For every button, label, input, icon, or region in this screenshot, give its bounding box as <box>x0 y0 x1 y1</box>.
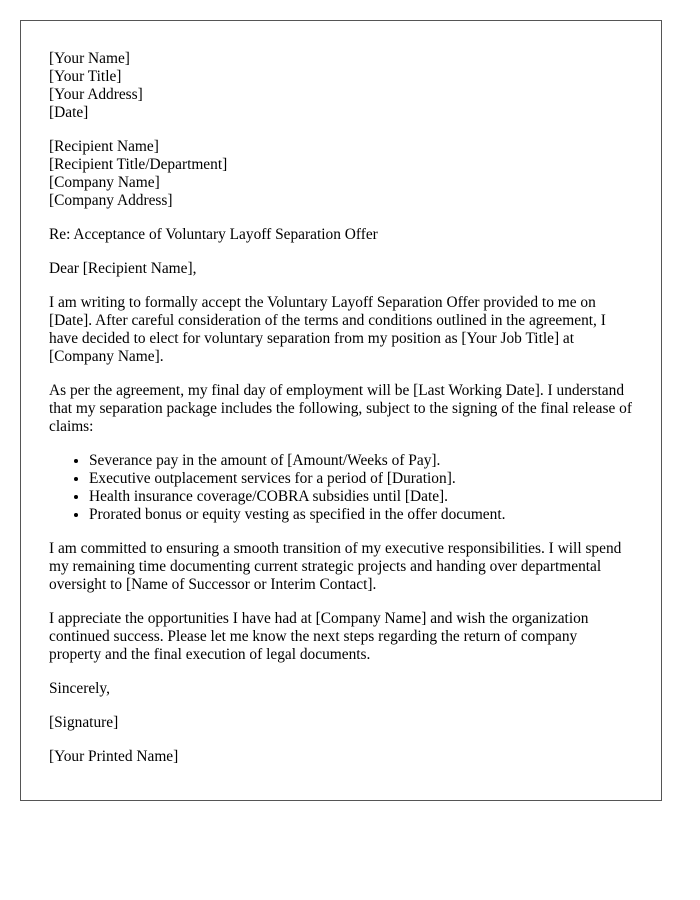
sender-title: [Your Title] <box>49 68 122 85</box>
letter-date: [Date] <box>49 104 89 121</box>
printed-name: [Your Printed Name] <box>49 748 179 765</box>
closing: Sincerely, <box>49 680 110 697</box>
letter-page <box>20 20 662 801</box>
subject-line: Re: Acceptance of Voluntary Layoff Separation Offer <box>49 226 378 243</box>
package-list <box>49 452 633 524</box>
recipient-block <box>49 138 633 210</box>
list-item: • Health insurance coverage/COBRA subsidies until [Date]. <box>89 488 633 506</box>
paragraph-acceptance: I am writing to formally accept the Voluntary Layoff Separation Offer provided to me on [Date]. After careful consideration of the terms and conditions outlined in the agreement, I have decided to elect for voluntary separation from my position as [Your Job Title] at [Company Name]. <box>49 294 606 365</box>
sender-address: [Your Address] <box>49 86 143 103</box>
sender-name: [Your Name] <box>49 50 130 67</box>
list-item: • Executive outplacement services for a period of [Duration]. <box>89 470 633 488</box>
paragraph-appreciation: I appreciate the opportunities I have had at [Company Name] and wish the organization continued success. Please let me know the next steps regarding the return of company property and the final execution of legal documents. <box>49 610 589 663</box>
signature: [Signature] <box>49 714 119 731</box>
salutation: Dear [Recipient Name], <box>49 260 197 277</box>
paragraph-package-intro: As per the agreement, my final day of employment will be [Last Working Date]. I understand that my separation package includes the following, subject to the signing of the final release of claims: <box>49 382 632 435</box>
paragraph-transition: I am committed to ensuring a smooth transition of my executive responsibilities. I will spend my remaining time documenting current strategic projects and handing over departmental oversight to [Name of Successor or Interim Contact]. <box>49 540 622 593</box>
list-item: • Severance pay in the amount of [Amount/Weeks of Pay]. <box>89 452 633 470</box>
list-item: • Prorated bonus or equity vesting as specified in the offer document. <box>89 506 633 524</box>
sender-block <box>49 50 633 122</box>
recipient-title: [Recipient Title/Department] <box>49 156 228 173</box>
recipient-name: [Recipient Name] <box>49 138 159 155</box>
recipient-company: [Company Name] <box>49 174 160 191</box>
recipient-address: [Company Address] <box>49 192 173 209</box>
